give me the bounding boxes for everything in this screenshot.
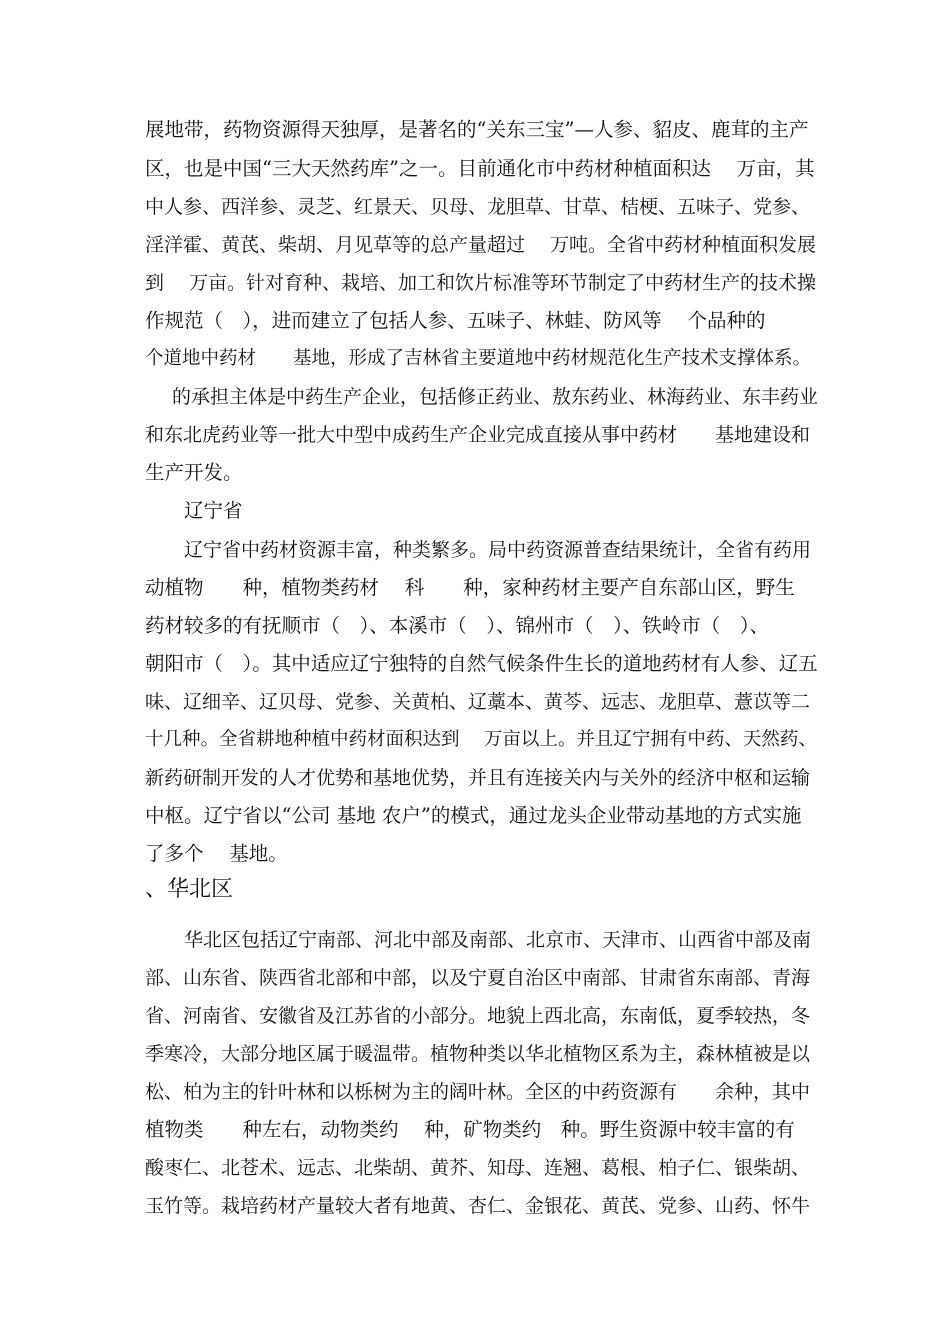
body-text-line: 展地带，药物资源得天独厚，是著名的“关东三宝”—人参、貂皮、鹿茸的主产 [145, 118, 809, 141]
body-text-line: 区，也是中国“三大天然药库”之一。目前通化市中药材种植面积达 万亩，其 [145, 157, 815, 180]
body-text-line: 味、辽细辛、辽贝母、党参、关黄柏、辽藁本、黄芩、远志、龙胆草、薏苡等二 [145, 691, 811, 713]
body-text-line: 和东北虎药业等一批大中型中成药生产企业完成直接从事中药材 基地建设和 [145, 424, 811, 446]
section-heading: 、华北区 [145, 877, 234, 902]
body-text-line: 植物类 种左右，动物类约 种，矿物类约 种。野生资源中较丰富的有 [145, 1118, 795, 1141]
body-text-line: 中枢。辽宁省以“公司 基地 农户”的模式，通过龙头企业带动基地的方式实施 [145, 804, 802, 827]
body-text-line: 玉竹等。栽培药材产量较大者有地黄、杏仁、金银花、黄芪、党参、山药、怀牛 [145, 1195, 811, 1217]
body-text-line: 淫洋霍、黄芪、柴胡、月见草等的总产量超过 万吨。全省中药材种植面积发展 [145, 234, 817, 256]
body-text-line: 作规范（ ），进而建立了包括人参、五味子、林蛙、防风等 个品种的 [145, 309, 766, 332]
body-text-line: 松、柏为主的针叶林和以栎树为主的阔叶林。全区的中药资源有 余种，其中 [145, 1081, 811, 1103]
body-text-line: 药材较多的有抚顺市（ ）、本溪市（ ）、锦州市（ ）、铁岭市（ ）、 [145, 614, 770, 637]
body-text-line: 中人参、西洋参、灵芝、红景天、贝母、龙胆草、甘草、桔梗、五味子、党参、 [145, 196, 811, 218]
body-text-line: 的承担主体是中药生产企业，包括修正药业、敖东药业、林海药业、东丰药业 [172, 386, 819, 408]
body-text-line: 朝阳市（ ）。其中适应辽宁独特的自然气候条件生长的道地药材有人参、辽五 [145, 652, 818, 675]
body-text-line: 生产开发。 [145, 461, 243, 484]
body-text-line: 动植物 种，植物类药材 科 种，家种药材主要产自东部山区，野生 [145, 576, 795, 599]
body-text-line: 十几种。全省耕地种植中药材面积达到 万亩以上。并且辽宁拥有中药、天然药、 [145, 729, 817, 750]
body-text-line: 华北区包括辽宁南部、河北中部及南部、北京市、天津市、山西省中部及南 [184, 929, 812, 951]
body-text-line: 了多个 基地。 [145, 842, 288, 865]
body-text-line: 部、山东省、陕西省北部和中部，以及宁夏自治区中南部、甘肃省东南部、青海 [145, 967, 811, 989]
body-text-line: 新药研制开发的人才优势和基地优势，并且有连接关内与关外的经济中枢和运输 [145, 767, 811, 789]
subsection-title: 辽宁省 [184, 499, 243, 522]
body-text-line: 省、河南省、安徽省及江苏省的小部分。地貌上西北高，东南低，夏季较热，冬 [145, 1005, 811, 1027]
body-text-line: 个道地中药材 基地，形成了吉林省主要道地中药材规范化生产技术支撑体系。 [145, 348, 812, 369]
body-text-line: 辽宁省中药材资源丰富，种类繁多。局中药资源普查结果统计，全省有药用 [184, 539, 812, 561]
body-text-line: 到 万亩。针对育种、栽培、加工和饮片标准等环节制定了中药材生产的技术操 [145, 272, 817, 294]
body-text-line: 季寒冷，大部分地区属于暖温带。植物种类以华北植物区系为主，森林植被是以 [145, 1043, 811, 1065]
body-text-line: 酸枣仁、北苍术、远志、北柴胡、黄芥、知母、连翘、葛根、柏子仁、银柴胡、 [145, 1157, 811, 1179]
